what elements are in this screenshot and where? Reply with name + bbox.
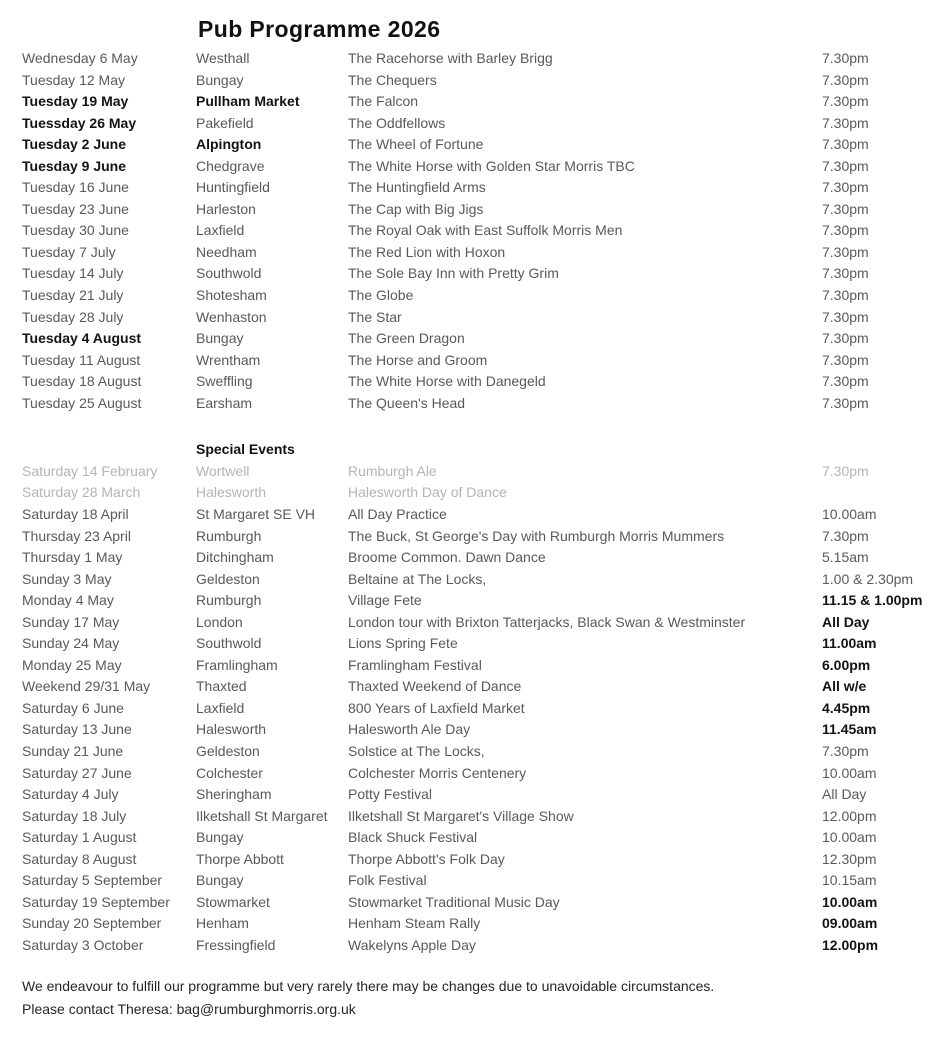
date-cell: Tuesday 16 June bbox=[22, 179, 129, 196]
table-row bbox=[22, 482, 938, 504]
table-row bbox=[22, 590, 938, 612]
date-cell: Thursday 23 April bbox=[22, 527, 131, 544]
town-cell: Westhall bbox=[196, 50, 250, 66]
town-cell: Rumburgh bbox=[196, 592, 262, 609]
town-cell: Fressingfield bbox=[196, 936, 276, 953]
town-cell: Framlingham bbox=[196, 656, 278, 673]
town-cell: Sweffling bbox=[196, 373, 253, 390]
town-cell: Ilketshall St Margaret bbox=[196, 807, 328, 824]
venue-cell: Henham Steam Rally bbox=[348, 915, 481, 932]
table-row bbox=[22, 913, 938, 935]
date-cell: Saturday 27 June bbox=[22, 764, 132, 781]
table-row bbox=[22, 719, 938, 741]
date-cell: Tuesday 30 June bbox=[22, 222, 129, 239]
venue-cell: The Green Dragon bbox=[348, 330, 465, 347]
venue-cell: Stowmarket Traditional Music Day bbox=[348, 893, 560, 910]
date-cell: Monday 4 May bbox=[22, 592, 114, 609]
time-cell: 7.30pm bbox=[822, 287, 869, 304]
date-cell: Saturday 14 February bbox=[22, 462, 158, 479]
venue-cell: 800 Years of Laxfield Market bbox=[348, 699, 525, 716]
town-cell: Ditchingham bbox=[196, 549, 274, 566]
date-cell: Sunday 20 September bbox=[22, 915, 162, 932]
venue-cell: The Falcon bbox=[348, 93, 419, 110]
footer-contact-prefix: Please contact Theresa: bbox=[22, 1001, 177, 1018]
venue-cell: Thaxted Weekend of Dance bbox=[348, 678, 522, 695]
venue-cell: Rumburgh Ale bbox=[348, 462, 437, 479]
time-cell: 11.00am bbox=[822, 635, 877, 652]
time-cell: 7.30pm bbox=[822, 243, 869, 260]
date-cell: Saturday 13 June bbox=[22, 721, 132, 738]
venue-cell: Halesworth Day of Dance bbox=[348, 484, 507, 501]
table-row bbox=[22, 156, 938, 178]
date-cell: Tuesday 11 August bbox=[22, 351, 141, 368]
town-cell: Pullham Market bbox=[196, 93, 300, 110]
table-row bbox=[22, 350, 938, 372]
town-cell: Laxfield bbox=[196, 699, 245, 716]
table-row bbox=[22, 91, 938, 113]
time-cell: 10.00am bbox=[822, 764, 877, 781]
table-row bbox=[22, 698, 938, 720]
table-row bbox=[22, 676, 938, 698]
table-row bbox=[22, 633, 938, 655]
town-cell: Wenhaston bbox=[196, 308, 267, 325]
date-cell: Monday 25 May bbox=[22, 656, 122, 673]
venue-cell: Potty Festival bbox=[348, 786, 433, 803]
venue-cell: The Racehorse with Barley Brigg bbox=[348, 50, 553, 66]
table-row bbox=[22, 763, 938, 785]
town-cell: Needham bbox=[196, 243, 257, 260]
venue-cell: Thorpe Abbott's Folk Day bbox=[348, 850, 505, 867]
town-cell: Halesworth bbox=[196, 484, 267, 501]
venue-cell: The Sole Bay Inn with Pretty Grim bbox=[348, 265, 559, 282]
document-page bbox=[0, 16, 946, 1040]
time-cell: 11.45am bbox=[822, 721, 877, 738]
venue-cell: The Buck, St George's Day with Rumburgh Morris Mummers bbox=[348, 527, 725, 544]
date-cell: Tuesday 7 July bbox=[22, 243, 116, 260]
pub-programme-table bbox=[22, 48, 938, 414]
page-title: Pub Programme 2026 bbox=[198, 16, 441, 42]
time-cell: 1.00 & 2.30pm bbox=[822, 570, 914, 587]
town-cell: Wrentham bbox=[196, 351, 261, 368]
table-row bbox=[22, 827, 938, 849]
table-row bbox=[22, 220, 938, 242]
date-cell: Saturday 8 August bbox=[22, 850, 137, 867]
time-cell: All w/e bbox=[822, 678, 867, 695]
venue-cell: The Horse and Groom bbox=[348, 351, 488, 368]
special-events-heading: Special Events bbox=[196, 441, 295, 458]
venue-cell: The White Horse with Golden Star Morris TBC bbox=[348, 157, 635, 174]
time-cell: All Day bbox=[822, 613, 870, 630]
town-cell: Halesworth bbox=[196, 721, 267, 738]
town-cell: Bungay bbox=[196, 872, 244, 889]
time-cell: 7.30pm bbox=[822, 265, 869, 282]
time-cell: 10.00am bbox=[822, 893, 878, 910]
venue-cell: Solstice at The Locks, bbox=[348, 743, 485, 759]
table-row bbox=[22, 70, 938, 92]
venue-cell: Wakelyns Apple Day bbox=[348, 936, 476, 953]
table-row bbox=[22, 285, 938, 307]
venue-cell: The Queen's Head bbox=[348, 394, 466, 411]
venue-cell: All Day Practice bbox=[348, 505, 447, 522]
time-cell: 7.30pm bbox=[822, 351, 869, 368]
town-cell: Geldeston bbox=[196, 570, 260, 587]
date-cell: Tuesday 12 May bbox=[22, 71, 125, 88]
time-cell: 7.30pm bbox=[822, 743, 869, 759]
town-cell: Chedgrave bbox=[196, 157, 265, 174]
date-cell: Tuessday 26 May bbox=[22, 114, 137, 131]
table-row bbox=[22, 892, 938, 914]
date-cell: Sunday 3 May bbox=[22, 570, 112, 587]
time-cell: 10.00am bbox=[822, 505, 877, 522]
venue-cell: Framlingham Festival bbox=[348, 656, 482, 673]
venue-cell: Folk Festival bbox=[348, 872, 427, 889]
table-row bbox=[22, 526, 938, 548]
town-cell: Wortwell bbox=[196, 462, 250, 479]
town-cell: Harleston bbox=[196, 200, 256, 217]
footer-disclaimer: We endeavour to fulfill our programme but very rarely there may be changes due to unavoidable circumstances. bbox=[22, 978, 715, 995]
table-row bbox=[22, 569, 938, 591]
time-cell: 7.30pm bbox=[822, 114, 869, 131]
footer-contact bbox=[22, 998, 938, 1021]
venue-cell: The Globe bbox=[348, 287, 414, 304]
table-row bbox=[22, 461, 938, 483]
table-row bbox=[22, 371, 938, 393]
time-cell: 12.30pm bbox=[822, 850, 877, 867]
date-cell: Saturday 4 July bbox=[22, 786, 119, 803]
venue-cell: The Royal Oak with East Suffolk Morris Men bbox=[348, 222, 623, 239]
time-cell: 7.30pm bbox=[822, 179, 869, 196]
table-row bbox=[22, 263, 938, 285]
table-row bbox=[22, 113, 938, 135]
venue-cell: The Chequers bbox=[348, 71, 437, 88]
town-cell: St Margaret SE VH bbox=[196, 505, 316, 522]
date-cell: Saturday 1 August bbox=[22, 829, 137, 846]
town-cell: Sheringham bbox=[196, 786, 272, 803]
time-cell: 7.30pm bbox=[822, 373, 869, 390]
venue-cell: Ilketshall St Margaret's Village Show bbox=[348, 807, 574, 824]
date-cell: Saturday 3 October bbox=[22, 936, 144, 953]
venue-cell: Black Shuck Festival bbox=[348, 829, 478, 846]
table-row bbox=[22, 393, 938, 415]
venue-cell: Colchester Morris Centenery bbox=[348, 764, 527, 781]
town-cell: Colchester bbox=[196, 764, 263, 781]
town-cell: Henham bbox=[196, 915, 249, 932]
date-cell: Weekend 29/31 May bbox=[22, 678, 151, 695]
venue-cell: Lions Spring Fete bbox=[348, 635, 458, 652]
table-row bbox=[22, 935, 938, 957]
venue-cell: Broome Common. Dawn Dance bbox=[348, 549, 546, 566]
time-cell: 10.00am bbox=[822, 829, 877, 846]
date-cell: Tuesday 2 June bbox=[22, 136, 127, 153]
time-cell: 7.30pm bbox=[822, 93, 869, 110]
time-cell: 7.30pm bbox=[822, 200, 869, 217]
time-cell: 5.15am bbox=[822, 549, 869, 566]
venue-cell: The White Horse with Danegeld bbox=[348, 373, 546, 390]
table-row bbox=[22, 655, 938, 677]
time-cell: 4.45pm bbox=[822, 699, 871, 716]
town-cell: Thaxted bbox=[196, 678, 247, 695]
date-cell: Tuesday 14 July bbox=[22, 265, 124, 282]
table-row bbox=[22, 48, 938, 70]
town-cell: Alpington bbox=[196, 136, 262, 153]
venue-cell: The Cap with Big Jigs bbox=[348, 200, 484, 217]
date-cell: Tuesday 25 August bbox=[22, 394, 142, 411]
time-cell: 7.30pm bbox=[822, 527, 869, 544]
table-row bbox=[22, 242, 938, 264]
venue-cell: Halesworth Ale Day bbox=[348, 721, 471, 738]
time-cell: 7.30pm bbox=[822, 71, 869, 88]
venue-cell: The Wheel of Fortune bbox=[348, 136, 484, 153]
time-cell: 7.30pm bbox=[822, 136, 869, 153]
town-cell: Huntingfield bbox=[196, 179, 270, 196]
venue-cell: Beltaine at The Locks, bbox=[348, 570, 487, 587]
town-cell: Bungay bbox=[196, 71, 244, 88]
venue-cell: London tour with Brixton Tatterjacks, Black Swan & Westminster bbox=[348, 613, 746, 630]
table-row bbox=[22, 870, 938, 892]
time-cell: 09.00am bbox=[822, 915, 878, 932]
town-cell: Thorpe Abbott bbox=[196, 850, 284, 867]
time-cell: 7.30pm bbox=[822, 222, 869, 239]
date-cell: Tuesday 19 May bbox=[22, 93, 129, 110]
time-cell: 7.30pm bbox=[822, 157, 869, 174]
date-cell: Tuesday 18 August bbox=[22, 373, 142, 390]
table-row bbox=[22, 177, 938, 199]
time-cell: 11.15 & 1.00pm bbox=[822, 592, 923, 609]
table-row bbox=[22, 307, 938, 329]
special-events-table bbox=[22, 461, 938, 957]
table-row bbox=[22, 547, 938, 569]
venue-cell: The Star bbox=[348, 308, 402, 325]
venue-cell: The Huntingfield Arms bbox=[348, 179, 486, 196]
time-cell: 6.00pm bbox=[822, 656, 871, 673]
venue-cell: Village Fete bbox=[348, 592, 422, 609]
date-cell: Saturday 28 March bbox=[22, 484, 141, 501]
contact-email: bag@rumburghmorris.org.uk bbox=[176, 1001, 356, 1018]
town-cell: London bbox=[196, 613, 243, 630]
time-cell: 10.15am bbox=[822, 872, 877, 889]
date-cell: Thursday 1 May bbox=[22, 549, 123, 566]
date-cell: Saturday 18 April bbox=[22, 505, 129, 522]
venue-cell: The Oddfellows bbox=[348, 114, 446, 131]
date-cell: Sunday 21 June bbox=[22, 743, 124, 759]
time-cell: 7.30pm bbox=[822, 308, 869, 325]
table-row bbox=[22, 849, 938, 871]
date-cell: Wednesday 6 May bbox=[22, 50, 138, 66]
time-cell: 12.00pm bbox=[822, 936, 879, 953]
date-cell: Sunday 17 May bbox=[22, 613, 120, 630]
table-row bbox=[22, 134, 938, 156]
town-cell: Stowmarket bbox=[196, 893, 270, 910]
venue-cell: The Red Lion with Hoxon bbox=[348, 243, 506, 260]
table-row bbox=[22, 199, 938, 221]
date-cell: Sunday 24 May bbox=[22, 635, 120, 652]
town-cell: Bungay bbox=[196, 330, 244, 347]
date-cell: Tuesday 21 July bbox=[22, 287, 124, 304]
table-row bbox=[22, 328, 938, 350]
time-cell: 7.30pm bbox=[822, 394, 869, 411]
date-cell: Saturday 19 September bbox=[22, 893, 170, 910]
time-cell: 7.30pm bbox=[822, 330, 869, 347]
town-cell: Shotesham bbox=[196, 287, 267, 304]
town-cell: Southwold bbox=[196, 635, 262, 652]
table-row bbox=[22, 741, 938, 763]
table-row bbox=[22, 806, 938, 828]
town-cell: Earsham bbox=[196, 394, 253, 411]
town-cell: Bungay bbox=[196, 829, 244, 846]
date-cell: Tuesday 4 August bbox=[22, 330, 142, 347]
town-cell: Geldeston bbox=[196, 743, 260, 759]
date-cell: Tuesday 9 June bbox=[22, 157, 127, 174]
table-row bbox=[22, 612, 938, 634]
table-row bbox=[22, 504, 938, 526]
footer bbox=[22, 975, 938, 1021]
town-cell: Southwold bbox=[196, 265, 262, 282]
time-cell: 7.30pm bbox=[822, 462, 869, 479]
date-cell: Saturday 18 July bbox=[22, 807, 127, 824]
table-row bbox=[22, 784, 938, 806]
town-cell: Laxfield bbox=[196, 222, 245, 239]
time-cell: 7.30pm bbox=[822, 50, 869, 66]
time-cell: All Day bbox=[822, 786, 867, 803]
date-cell: Tuesday 28 July bbox=[22, 308, 124, 325]
date-cell: Saturday 5 September bbox=[22, 872, 163, 889]
date-cell: Saturday 6 June bbox=[22, 699, 124, 716]
town-cell: Rumburgh bbox=[196, 527, 262, 544]
date-cell: Tuesday 23 June bbox=[22, 200, 129, 217]
time-cell: 12.00pm bbox=[822, 807, 877, 824]
town-cell: Pakefield bbox=[196, 114, 254, 131]
